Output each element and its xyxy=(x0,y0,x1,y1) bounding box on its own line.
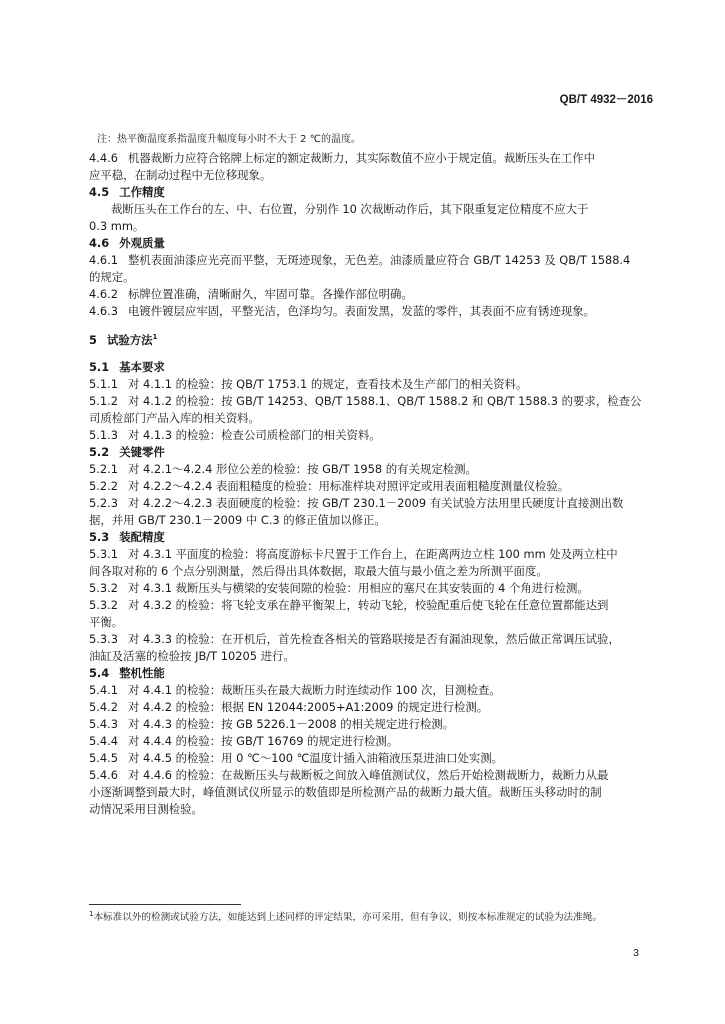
paragraph-line xyxy=(89,716,661,733)
clause-text: 据，并用 GB/T 230.1－2009 中 C.3 的修正值加以修正。 xyxy=(89,513,386,527)
clause-text: 注：热平衡温度系指温度升幅度每小时不大于 2 ℃的温度。 xyxy=(97,134,361,145)
paragraph-line xyxy=(89,427,661,444)
clause-text: 对 4.2.2～4.2.4 表面粗糙度的检验：用标准样块对照评定或用表面粗糙度测量仪检验。 xyxy=(127,479,570,493)
paragraph-line xyxy=(89,393,661,410)
clause-text: 试验方法 xyxy=(106,333,153,347)
paragraph-line xyxy=(89,495,661,512)
clause-text: 平衡。 xyxy=(89,615,124,629)
clause-number: 5.2.2 xyxy=(89,479,118,493)
clause-number: 4.5 xyxy=(89,185,110,199)
clause-number: 5.4.6 xyxy=(89,768,118,782)
clause-number: 5.4 xyxy=(89,666,110,680)
clause-number: 5 xyxy=(89,333,97,347)
clause-text: 裁断压头在工作台的左、中、右位置，分别作 10 次裁断动作后，其下限重复定位精度不应大于 xyxy=(111,202,589,216)
paragraph-line xyxy=(89,478,661,495)
clause-text: 油缸及活塞的检验按 JB/T 10205 进行。 xyxy=(89,649,295,663)
paragraph-line xyxy=(89,546,661,563)
paragraph-line xyxy=(89,150,661,167)
clause-text: 对 4.1.3 的检验：检查公司质检部门的相关资料。 xyxy=(127,428,381,442)
paragraph-line xyxy=(89,631,661,648)
clause-text: 对 4.3.2 的检验：将飞轮支承在静平衡架上，转动飞轮，校验配重后使飞轮在任意位置都能达到 xyxy=(127,598,609,612)
clause-text: 对 4.4.5 的检验：用 0 ℃～100 ℃温度计插入油箱液压泵进油口处实测。 xyxy=(127,751,504,765)
clause-text: 关键零件 xyxy=(119,445,165,459)
clause-number: 4.6.1 xyxy=(89,253,118,267)
paragraph-line xyxy=(89,614,661,631)
paragraph-line xyxy=(89,733,661,750)
clause-text: 标牌位置准确，清晰耐久，牢固可靠。各操作部位明确。 xyxy=(127,287,413,301)
clause-number: 5.4.3 xyxy=(89,717,118,731)
section-heading xyxy=(89,529,661,546)
clause-number: 5.3.1 xyxy=(89,547,118,561)
section-heading xyxy=(89,332,661,349)
clause-text: 对 4.4.6 的检验：在裁断压头与裁断板之间放入峰值测试仪，然后开始检测裁断力，裁断力从最 xyxy=(127,768,609,782)
paragraph-line xyxy=(89,461,661,478)
clause-text: 对 4.1.2 的检验：按 GB/T 14253、QB/T 1588.1、QB/T 1588.2 和 QB/T 1588.3 的要求，检查公 xyxy=(127,394,642,408)
paragraph-line xyxy=(89,682,661,699)
clause-text: 对 4.3.1 平面度的检验：将高度游标卡尺置于工作台上，在距离两边立柱 100 mm 处及两立柱中 xyxy=(127,547,618,561)
clause-number: 4.6 xyxy=(89,236,110,250)
clause-text: 对 4.1.1 的检验：按 QB/T 1753.1 的规定，查看技术及生产部门的相关资料。 xyxy=(127,377,528,391)
paragraph-line xyxy=(89,767,661,784)
paragraph-line xyxy=(89,563,661,580)
clause-number: 5.3.2 xyxy=(89,598,118,612)
clause-text: 对 4.3.3 的检验：在开机后，首先检查各相关的管路联接是否有漏油现象，然后做正常调压试验， xyxy=(127,632,620,646)
paragraph-line xyxy=(89,699,661,716)
paragraph-line xyxy=(89,303,661,320)
clause-text: 整机表面油漆应光亮而平整，无斑迹现象，无色差。油漆质量应符合 GB/T 14253 及 QB/T 1588.4 xyxy=(127,253,631,267)
clause-number: 5.3 xyxy=(89,530,110,544)
clause-text: 对 4.3.1 裁断压头与横梁的安装间隙的检验：用相应的塞尺在其安装面的 4 个角进行检测。 xyxy=(127,581,589,595)
clause-number: 5.2.3 xyxy=(89,496,118,510)
section-heading xyxy=(89,359,661,376)
clause-text: 电镀件镀层应牢固，平整光洁，色泽均匀。表面发黑，发蓝的零件，其表面不应有锈迹现象。 xyxy=(127,304,596,318)
clause-text: 对 4.4.3 的检验：按 GB 5226.1－2008 的相关规定进行检测。 xyxy=(127,717,455,731)
paragraph-line xyxy=(89,376,661,393)
clause-number: 5.3.3 xyxy=(89,632,118,646)
paragraph-line xyxy=(89,201,661,218)
clause-text: 应平稳，在制动过程中无位移现象。 xyxy=(89,168,272,182)
paragraph-line xyxy=(89,512,661,529)
section-heading xyxy=(89,444,661,461)
clause-number: 4.4.6 xyxy=(89,151,118,165)
footnote-divider xyxy=(89,904,241,905)
clause-text: 的规定。 xyxy=(89,270,135,284)
clause-text: 机器裁断力应符合铭牌上标定的额定裁断力，其实际数值不应小于规定值。裁断压头在工作中 xyxy=(127,151,596,165)
clause-text: 0.3 mm。 xyxy=(89,219,145,233)
clause-number: 5.3.2 xyxy=(89,581,118,595)
section-heading xyxy=(89,184,661,201)
paragraph-line xyxy=(89,784,661,801)
clause-text: 对 4.4.4 的检验：按 GB/T 16769 的规定进行检测。 xyxy=(127,734,399,748)
clause-number: 5.1 xyxy=(89,360,110,374)
clause-text: 外观质量 xyxy=(119,236,165,250)
footnote-reference: 1 xyxy=(152,333,158,342)
clause-number: 5.1.3 xyxy=(89,428,118,442)
clause-text: 对 4.4.2 的检验：根据 EN 12044:2005+A1:2009 的规定进行检测。 xyxy=(127,700,489,714)
standard-code-header: QB/T 4932－2016 xyxy=(559,94,653,106)
clause-number: 5.2.1 xyxy=(89,462,118,476)
clause-number: 5.1.1 xyxy=(89,377,118,391)
section-heading xyxy=(89,235,661,252)
paragraph-line xyxy=(89,597,661,614)
clause-text: 整机性能 xyxy=(119,666,165,680)
clause-text: 基本要求 xyxy=(119,360,165,374)
clause-text: 对 4.2.1～4.2.4 形位公差的检验：按 GB/T 1958 的有关规定检测。 xyxy=(127,462,477,476)
clause-number: 5.2 xyxy=(89,445,110,459)
clause-number: 5.1.2 xyxy=(89,394,118,408)
clause-number: 5.4.1 xyxy=(89,683,118,697)
footnote xyxy=(89,911,661,925)
footnote-text: 本标准以外的检测或试验方法，如能达到上述同样的评定结果，亦可采用，但有争议，则按本标准规定的试验为法准绳。 xyxy=(93,912,602,923)
document-body xyxy=(89,132,661,818)
paragraph-line xyxy=(89,750,661,767)
clause-text: 间各取对称的 6 个点分别测量，然后得出具体数据，取最大值与最小值之差为所测平面度。 xyxy=(89,564,548,578)
paragraph-line xyxy=(89,801,661,818)
clause-text: 装配精度 xyxy=(119,530,165,544)
clause-text: 工作精度 xyxy=(119,185,165,199)
section-heading xyxy=(89,665,661,682)
paragraph-line xyxy=(89,252,661,269)
clause-text: 司质检部门产品入库的相关资料。 xyxy=(89,411,260,425)
note-line xyxy=(89,132,661,148)
paragraph-line xyxy=(89,648,661,665)
clause-number: 4.6.2 xyxy=(89,287,118,301)
clause-number: 4.6.3 xyxy=(89,304,118,318)
clause-number: 5.4.2 xyxy=(89,700,118,714)
paragraph-line xyxy=(89,218,661,235)
page-number: 3 xyxy=(633,947,639,959)
clause-text: 对 4.4.1 的检验：裁断压头在最大裁断力时连续动作 100 次，目测检查。 xyxy=(127,683,501,697)
clause-number: 5.4.5 xyxy=(89,751,118,765)
footnote-mark: 1 xyxy=(89,909,94,918)
clause-text: 对 4.2.2～4.2.3 表面硬度的检验：按 GB/T 230.1－2009 有关试验方法用里氏硬度计直接测出数 xyxy=(127,496,624,510)
clause-text: 小逐渐调整到最大时，峰值测试仪所显示的数值即是所检测产品的裁断力最大值。裁断压头移动时的制 xyxy=(89,785,602,799)
paragraph-line xyxy=(89,410,661,427)
clause-number: 5.4.4 xyxy=(89,734,118,748)
paragraph-line xyxy=(89,286,661,303)
paragraph-line xyxy=(89,167,661,184)
paragraph-line xyxy=(89,269,661,286)
paragraph-line xyxy=(89,580,661,597)
clause-text: 动情况采用目测检验。 xyxy=(89,802,203,816)
